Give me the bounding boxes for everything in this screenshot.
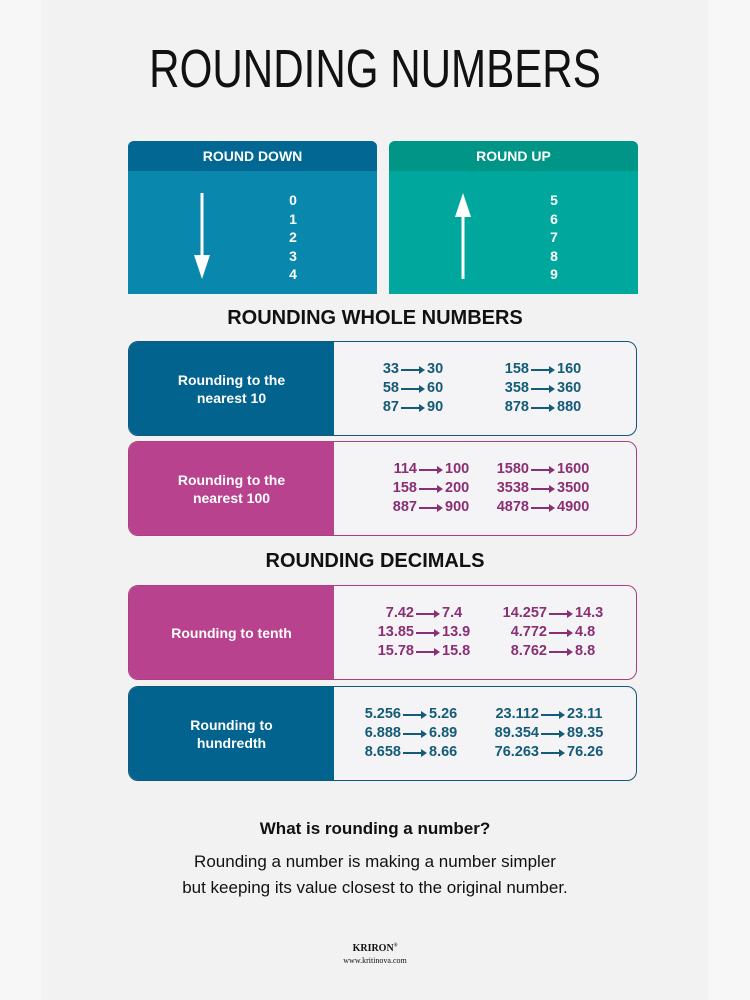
arrow-right-icon (419, 465, 443, 475)
row-nearest-100 (128, 441, 637, 536)
original-value: 158 (504, 361, 529, 377)
arrow-right-icon (403, 710, 427, 720)
arrow-right-icon (541, 748, 565, 758)
rounded-value: 23.11 (567, 706, 603, 722)
arrow-right-icon (531, 465, 555, 475)
rounding-example (372, 623, 474, 642)
arrow-right-icon (416, 628, 440, 638)
arrow-right-icon (549, 609, 573, 619)
brand-logo: KRIRON® (352, 943, 398, 954)
original-value: 8.658 (364, 744, 401, 760)
examples-col2 (497, 604, 607, 661)
original-value: 3538 (496, 480, 529, 496)
arrow-right-icon (531, 503, 555, 513)
rounding-example (369, 360, 457, 379)
rounding-example (359, 705, 465, 724)
digit: 4 (289, 266, 297, 282)
rounded-value: 13.9 (442, 624, 471, 640)
original-value: 33 (382, 361, 399, 377)
rounding-example (497, 604, 607, 623)
rounding-example (387, 460, 475, 479)
arrow-right-icon (549, 647, 573, 657)
rounding-example (369, 398, 457, 417)
rounded-value: 160 (557, 361, 582, 377)
arrow-right-icon (403, 748, 427, 758)
arrow-right-icon (419, 503, 443, 513)
rounded-value: 880 (557, 399, 582, 415)
original-value: 6.888 (364, 725, 401, 741)
arrow-right-icon (531, 403, 555, 413)
rounded-value: 8.8 (575, 643, 596, 659)
original-value: 887 (392, 499, 417, 515)
rounded-value: 89.35 (567, 725, 604, 741)
rounded-value: 60 (427, 380, 444, 396)
digit: 7 (550, 229, 558, 245)
rounded-value: 100 (445, 461, 470, 477)
arrow-right-icon (541, 729, 565, 739)
arrow-right-icon (541, 710, 565, 720)
rounding-example (497, 623, 607, 642)
rounding-example (489, 743, 611, 762)
row-label: Rounding to the nearest 100 (129, 442, 334, 535)
original-value: 15.78 (377, 643, 414, 659)
brand-url: www.kritinova.com (343, 956, 407, 965)
digit: 5 (550, 192, 558, 208)
rounded-value: 1600 (557, 461, 590, 477)
rounding-example (387, 479, 475, 498)
row-tenth (128, 585, 637, 680)
original-value: 878 (504, 399, 529, 415)
rounding-example (497, 379, 593, 398)
round-up-header: ROUND UP (389, 141, 638, 171)
examples-col1 (387, 460, 475, 517)
rounding-example (489, 724, 611, 743)
arrow-right-icon (401, 384, 425, 394)
digit: 8 (550, 247, 558, 264)
examples-col1 (369, 360, 457, 417)
rounding-example (387, 498, 475, 517)
rounded-value: 8.66 (429, 744, 458, 760)
rounding-example (489, 498, 597, 517)
arrow-up-icon (451, 191, 475, 281)
rounding-example (489, 460, 597, 479)
round-up-digits (544, 191, 564, 284)
rounding-example (372, 604, 474, 623)
rounded-value: 360 (557, 380, 582, 396)
rounded-value: 14.3 (575, 605, 604, 621)
original-value: 13.85 (377, 624, 414, 640)
arrow-right-icon (416, 609, 440, 619)
examples-col2 (497, 360, 593, 417)
examples-col2 (489, 460, 597, 517)
digit: 3 (289, 247, 297, 264)
row-nearest-10 (128, 341, 637, 436)
rounding-example (497, 360, 593, 379)
original-value: 1580 (496, 461, 529, 477)
examples-col1 (359, 705, 465, 762)
row-label: Rounding to the nearest 10 (129, 342, 334, 435)
round-down-header: ROUND DOWN (128, 141, 377, 171)
rounded-value: 3500 (557, 480, 590, 496)
rounded-value: 4.8 (575, 624, 596, 640)
original-value: 76.263 (494, 744, 539, 760)
original-value: 87 (382, 399, 399, 415)
arrow-right-icon (401, 403, 425, 413)
section-title-whole: ROUNDING WHOLE NUMBERS (227, 307, 523, 329)
arrow-right-icon (419, 484, 443, 494)
page-title: ROUNDING NUMBERS (149, 39, 601, 99)
original-value: 23.112 (495, 706, 539, 722)
rounded-value: 200 (445, 480, 470, 496)
arrow-right-icon (549, 628, 573, 638)
original-value: 358 (504, 380, 529, 396)
rounded-value: 7.4 (442, 605, 463, 621)
original-value: 58 (382, 380, 399, 396)
rounding-example (489, 479, 597, 498)
digit: 2 (289, 229, 297, 245)
arrow-right-icon (531, 384, 555, 394)
arrow-right-icon (401, 365, 425, 375)
row-hundredth (128, 686, 637, 781)
rounded-value: 4900 (557, 499, 590, 515)
rounding-example (372, 642, 474, 661)
digit: 0 (289, 192, 297, 208)
original-value: 8.762 (510, 643, 547, 659)
description-line: Rounding a number is making a number simpler (194, 852, 556, 871)
rounded-value: 900 (445, 499, 470, 515)
rounding-example (497, 642, 607, 661)
round-down-card (128, 141, 377, 294)
footer-question: What is rounding a number? (259, 819, 491, 838)
original-value: 4878 (496, 499, 529, 515)
original-value: 14.257 (502, 605, 547, 621)
arrow-right-icon (531, 484, 555, 494)
original-value: 5.256 (364, 706, 401, 722)
digit: 1 (289, 210, 297, 227)
rounded-value: 30 (427, 361, 444, 377)
row-label: Rounding to hundredth (129, 687, 334, 780)
rounding-example (359, 724, 465, 743)
section-title-decimals: ROUNDING DECIMALS (265, 550, 485, 572)
digit: 9 (550, 266, 558, 282)
arrow-right-icon (416, 647, 440, 657)
footer-description (0, 849, 750, 901)
round-down-digits (283, 191, 303, 284)
examples-col2 (489, 705, 611, 762)
rounded-value: 90 (427, 399, 444, 415)
rounded-value: 5.26 (429, 706, 458, 722)
original-value: 158 (392, 480, 417, 496)
original-value: 4.772 (510, 624, 547, 640)
round-up-card (389, 141, 638, 294)
arrow-right-icon (531, 365, 555, 375)
original-value: 7.42 (385, 605, 414, 621)
row-label: Rounding to tenth (129, 586, 334, 679)
original-value: 114 (393, 461, 417, 477)
arrow-down-icon (190, 191, 214, 281)
rounding-example (359, 743, 465, 762)
examples-col1 (372, 604, 474, 661)
description-line: but keeping its value closest to the original number. (182, 878, 568, 897)
rounding-example (489, 705, 611, 724)
rounding-example (369, 379, 457, 398)
rounded-value: 15.8 (442, 643, 471, 659)
rounded-value: 6.89 (429, 725, 458, 741)
digit: 6 (550, 210, 558, 227)
original-value: 89.354 (494, 725, 539, 741)
arrow-right-icon (403, 729, 427, 739)
rounding-example (497, 398, 593, 417)
rounded-value: 76.26 (567, 744, 604, 760)
